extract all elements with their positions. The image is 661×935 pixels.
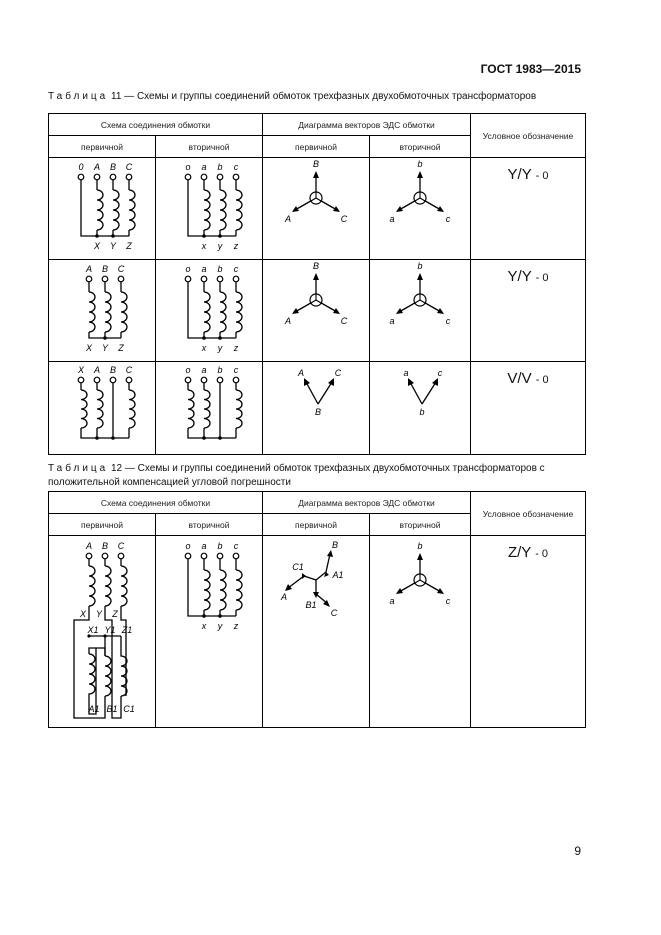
header-vector-primary: первичной [263,136,370,158]
svg-text:B: B [109,162,117,172]
svg-text:y: y [217,241,223,251]
winding-scheme-primary [49,536,156,728]
svg-text:a: a [389,316,395,326]
table-11 [48,113,586,455]
connection-symbol: Y/Y - 0 [507,166,549,183]
table-row [49,362,586,455]
star-vector-diagram [370,158,470,258]
svg-text:C: C [330,608,338,618]
table-11-title: — Схемы и группы соединений обмоток трехфазных двухобмоточных трансформаторов [124,91,537,102]
svg-text:b: b [417,159,423,169]
table-12-title: — Схемы и группы соединений обмоток трехфазных двухобмоточных трансформаторов с положительной компенсацией угловой погрешности [48,463,545,488]
svg-text:x: x [201,241,207,251]
svg-text:A: A [93,365,101,375]
svg-text:A: A [85,541,93,551]
header-primary: первичной [49,136,156,158]
table-row [49,158,586,260]
svg-text:B: B [312,261,320,271]
header-symbol: Условное обозначение [471,492,586,536]
svg-text:c: c [233,365,239,375]
svg-text:C: C [340,214,348,224]
svg-text:y: y [217,621,223,631]
svg-text:b: b [217,365,223,375]
svg-text:A: A [284,214,292,224]
svg-text:B1: B1 [106,704,118,714]
svg-text:X1: X1 [87,625,99,635]
header-diagram: Диаграмма векторов ЭДС обмотки [263,492,471,514]
svg-text:o: o [185,264,191,274]
symbol-cell [471,362,586,455]
symbol-cell [471,158,586,260]
svg-text:x: x [201,621,207,631]
table-12-number: 12 [111,463,123,474]
svg-text:Y: Y [95,609,103,619]
svg-text:A: A [85,264,93,274]
vector-diagram-secondary [370,362,471,455]
svg-text:B: B [109,365,117,375]
vector-diagram-secondary [370,260,471,362]
zigzag-winding-diagram [52,536,152,724]
header-scheme: Схема соединения обмотки [49,492,263,514]
winding-scheme-primary [49,260,156,362]
svg-text:A: A [284,316,292,326]
svg-text:z: z [233,621,239,631]
svg-text:a: a [201,365,207,375]
svg-text:x: x [201,343,207,353]
svg-text:c: c [445,316,451,326]
svg-text:C1: C1 [123,704,135,714]
connection-symbol: V/V - 0 [507,370,549,387]
vector-diagram-secondary [370,536,471,728]
svg-text:A1: A1 [332,570,344,580]
table-row [49,260,586,362]
table-11-number: 11 [111,91,122,102]
svg-text:B1: B1 [305,600,317,610]
table-12 [48,491,586,728]
table-12-caption [48,462,588,490]
table-12-label: Таблица [48,463,109,474]
svg-text:Z1: Z1 [121,625,133,635]
svg-text:B: B [101,264,109,274]
header-vector-primary: первичной [263,514,370,536]
winding-scheme-secondary [156,362,263,455]
connection-symbol: Z/Y - 0 [507,544,549,561]
svg-text:C: C [125,365,133,375]
svg-text:C: C [334,368,342,378]
svg-text:a: a [201,162,207,172]
svg-text:b: b [217,162,223,172]
svg-text:z: z [233,343,239,353]
star-vector-diagram [370,536,470,636]
connection-symbol: Y/Y - 0 [507,268,549,285]
header-secondary: вторичной [156,514,263,536]
star-vector-diagram [266,158,366,258]
vector-diagram-secondary [370,158,471,260]
svg-text:C1: C1 [292,562,304,572]
svg-text:A1: A1 [88,704,100,714]
star-winding-diagram [159,158,259,258]
standard-number: ГОСТ 1983—2015 [480,62,581,76]
svg-text:a: a [389,596,395,606]
header-secondary: вторичной [156,136,263,158]
zigzag-vector-diagram [266,536,366,626]
v-winding-diagram [52,362,152,452]
svg-text:A: A [297,368,305,378]
header-primary: первичной [49,514,156,536]
v-vector-diagram [370,362,470,422]
symbol-cell [471,536,586,728]
star-winding-diagram [52,260,152,360]
table-11-caption [48,90,536,104]
svg-text:A: A [93,162,101,172]
svg-text:c: c [437,368,443,378]
svg-text:X: X [85,343,93,353]
vector-diagram-primary [263,260,370,362]
star-winding-diagram [159,260,259,360]
svg-text:c: c [445,596,451,606]
svg-text:C: C [340,316,348,326]
svg-text:b: b [217,264,223,274]
svg-text:Z: Z [126,241,132,251]
star-winding-diagram [52,158,152,258]
svg-text:y: y [217,343,223,353]
winding-scheme-secondary [156,536,263,728]
svg-text:c: c [233,162,239,172]
svg-text:X: X [93,241,101,251]
svg-text:A: A [280,592,288,602]
table-row [49,536,586,728]
winding-scheme-secondary [156,158,263,260]
vector-diagram-primary [263,362,370,455]
svg-text:B: B [312,159,320,169]
header-symbol: Условное обозначение [471,114,586,158]
header-diagram: Диаграмма векторов ЭДС обмотки [263,114,471,136]
svg-text:C: C [117,264,125,274]
svg-text:o: o [185,541,191,551]
winding-scheme-secondary [156,260,263,362]
svg-text:X: X [79,609,87,619]
svg-text:Z: Z [118,343,124,353]
svg-text:o: o [185,162,191,172]
svg-text:b: b [217,541,223,551]
vector-diagram-primary [263,536,370,728]
svg-text:B: B [314,407,322,417]
svg-text:b: b [417,541,423,551]
svg-text:b: b [419,407,425,417]
svg-text:c: c [233,541,239,551]
svg-text:C: C [125,162,133,172]
svg-text:Y1: Y1 [104,625,116,635]
svg-text:B: B [101,541,109,551]
symbol-cell [471,260,586,362]
v-winding-diagram [159,362,259,452]
svg-text:Y: Y [109,241,117,251]
svg-text:a: a [201,264,207,274]
star-vector-diagram [370,260,470,360]
svg-text:c: c [445,214,451,224]
svg-text:o: o [185,365,191,375]
header-vector-secondary: вторичной [370,514,471,536]
svg-text:C: C [117,541,125,551]
star-vector-diagram [266,260,366,360]
winding-scheme-primary [49,362,156,455]
star-winding-diagram [159,536,259,636]
table-11-label: Таблица [48,91,109,102]
svg-text:a: a [389,214,395,224]
svg-text:b: b [417,261,423,271]
svg-text:X: X [77,365,85,375]
svg-text:B: B [331,540,339,550]
svg-text:a: a [201,541,207,551]
vector-diagram-primary [263,158,370,260]
svg-text:z: z [233,241,239,251]
svg-text:a: a [403,368,409,378]
svg-text:Y: Y [101,343,109,353]
svg-text:Z: Z [112,609,118,619]
header-scheme: Схема соединения обмотки [49,114,263,136]
svg-text:0: 0 [78,162,84,172]
v-vector-diagram [266,362,366,422]
page-number: 9 [574,844,581,858]
header-vector-secondary: вторичной [370,136,471,158]
svg-text:c: c [233,264,239,274]
winding-scheme-primary [49,158,156,260]
